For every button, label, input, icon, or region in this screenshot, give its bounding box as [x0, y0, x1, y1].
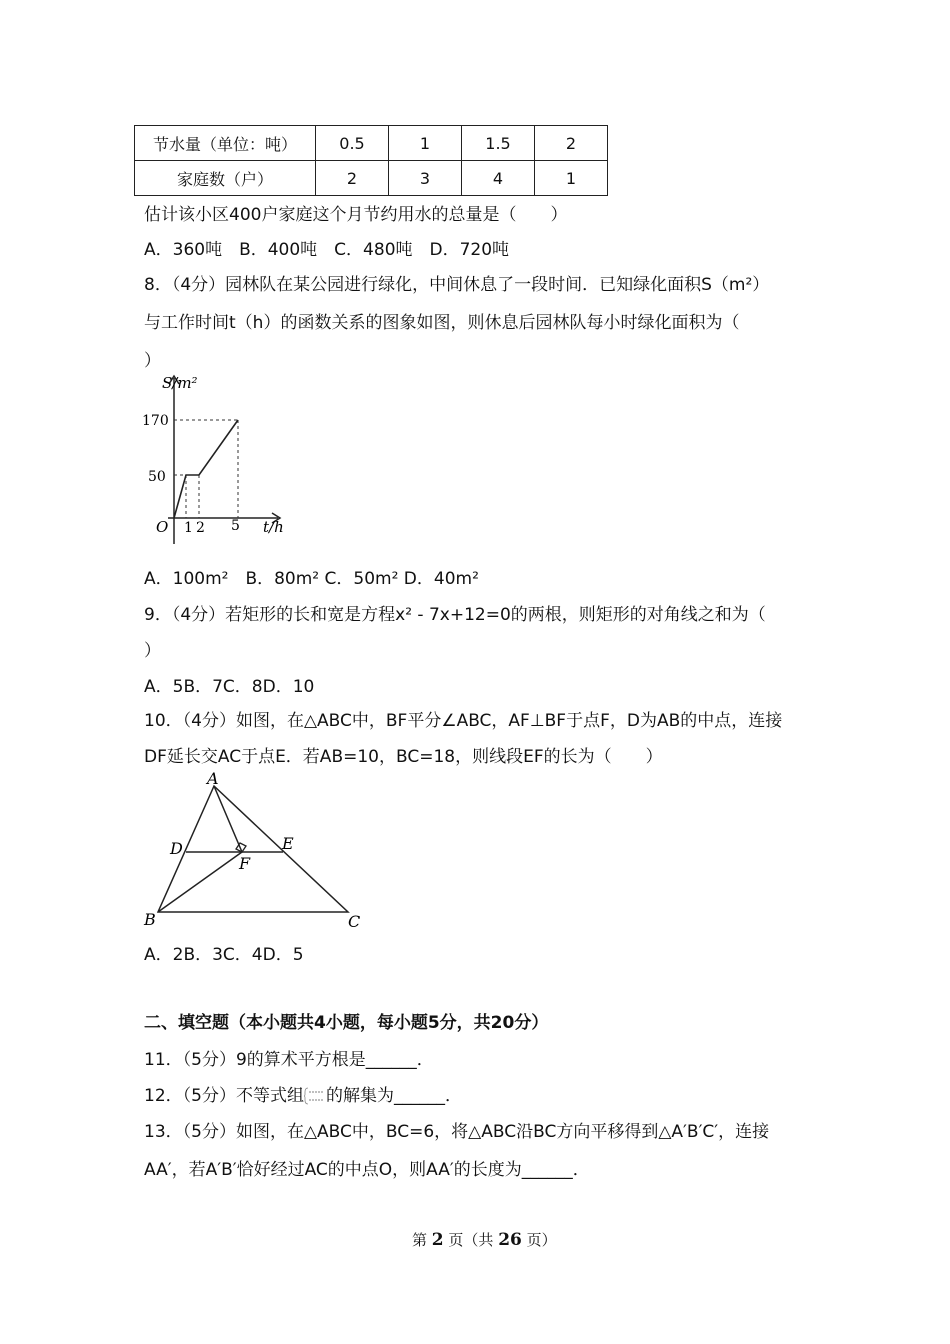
q13-line1: 13．（5分）如图，在△ABC中，BC=6，将△ABC沿BC方向平移得到△A′B′C′，连接 [144, 1122, 770, 1142]
table-row [135, 126, 608, 161]
table-row [135, 161, 608, 196]
q13-line2: AA′，若A′B′恰好经过AC的中点O，则AA′的长度为______． [144, 1160, 590, 1180]
table-cell: 3 [389, 161, 462, 196]
x-axis-label: t/h [263, 518, 284, 536]
section-title: 二、填空题（本小题共4小题，每小题5分，共20分） [144, 1013, 549, 1033]
footer-suffix: 页） [526, 1231, 557, 1249]
q7-options: A．360吨 B．400吨 C．480吨 D．720吨 [144, 240, 510, 260]
q8-line3: ） [144, 351, 161, 371]
table-cell: 4 [462, 161, 535, 196]
q10-options: A．2B．3C．4D．5 [144, 945, 304, 965]
q10-line2: DF延长交AC于点E．若AB=10，BC=18，则线段EF的长为（ ） [144, 747, 663, 767]
footer-prefix: 第 [412, 1231, 428, 1249]
x-tick-label: 2 [196, 520, 205, 536]
water-saving-table [134, 125, 608, 196]
table-cell: 1 [535, 161, 608, 196]
function-graph-line [174, 420, 238, 518]
footer-middle: 页（共 [448, 1231, 494, 1249]
table-cell: 0.5 [316, 126, 389, 161]
q9-line1: 9．（4分）若矩形的长和宽是方程x² - 7x+12=0的两根，则矩形的对角线之和为（ [144, 605, 766, 625]
label-c: C [348, 912, 361, 931]
label-f: F [239, 854, 251, 873]
label-d: D [170, 839, 183, 858]
q10-triangle-figure [140, 772, 370, 932]
q10-line1: 10．（4分）如图，在△ABC中，BF平分∠ABC，AF⊥BF于点F，D为AB的中点，连接 [144, 711, 783, 731]
table-cell: 2 [535, 126, 608, 161]
total-pages: 26 [498, 1230, 522, 1250]
q12-text [144, 1081, 462, 1106]
y-axis-label: S/m² [162, 374, 198, 392]
table-cell: 家庭数（户） [135, 161, 316, 196]
label-e: E [282, 834, 294, 853]
q9-line2: ） [144, 641, 161, 661]
q8-area-time-graph [138, 372, 293, 552]
x-tick-label: 5 [231, 518, 240, 534]
q12-suffix: 的解集为______． [325, 1086, 462, 1106]
current-page-number: 2 [431, 1230, 444, 1250]
table-cell: 1 [389, 126, 462, 161]
y-tick-label: 170 [142, 413, 169, 429]
q12-prefix: 12．（5分）不等式组 [144, 1086, 304, 1106]
y-tick-label: 50 [148, 469, 166, 485]
q8-options: A．100m² B．80m² C．50m² D．40m² [144, 569, 479, 589]
x-tick-label: 1 [184, 520, 193, 536]
page-footer [412, 1229, 557, 1250]
segment-af [214, 786, 242, 852]
q11-text: 11．（5分）9的算术平方根是______． [144, 1050, 434, 1070]
q8-line2: 与工作时间t（h）的函数关系的图象如图，则休息后园林队每小时绿化面积为（ [144, 313, 740, 333]
table-cell: 1.5 [462, 126, 535, 161]
inequality-system-icon [304, 1086, 326, 1106]
triangle-abc [158, 786, 348, 912]
q9-options: A．5B．7C．8D．10 [144, 677, 315, 697]
table-cell: 2 [316, 161, 389, 196]
label-a: A [207, 772, 219, 788]
table-cell: 节水量（单位：吨） [135, 126, 316, 161]
q7-stem: 估计该小区400户家庭这个月节约用水的总量是（ ） [144, 205, 568, 225]
origin-label: O [156, 518, 169, 536]
label-b: B [144, 910, 156, 929]
q8-line1: 8．（4分）园林队在某公园进行绿化，中间休息了一段时间．已知绿化面积S（m²） [144, 275, 770, 295]
